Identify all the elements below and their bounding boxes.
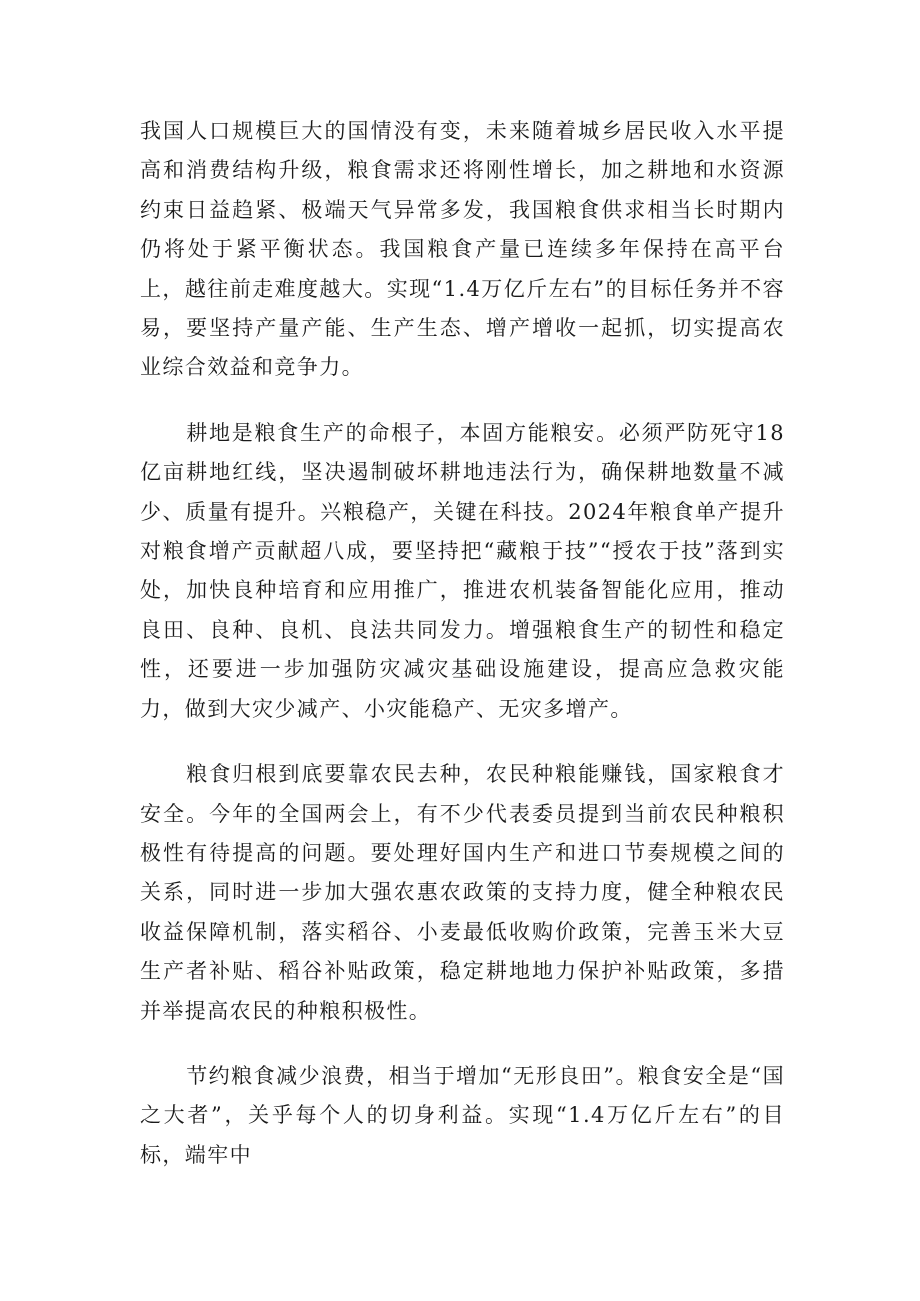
article-body: [140, 112, 785, 1175]
paragraph-farmland-technology: 耕地是粮食生产的命根子，本固方能粮安。必须严防死守18亿亩耕地红线，坚决遏制破坏耕地违法行为，确保耕地数量不减少、质量有提升。兴粮稳产，关键在科技。2024年粮食单产提升对粮食增产贡献超八成，要坚持把“藏粮于技”“授农于技”落到实处，加快良种培育和应用推广，推进农机装备智能化应用，推动良田、良种、良机、良法共同发力。增强粮食生产的韧性和稳定性，还要进一步加强防灾减灾基础设施建设，提高应急救灾能力，做到大灾少减产、小灾能稳产、无灾多增产。: [140, 420, 785, 721]
paragraph-food-saving: 节约粮食减少浪费，相当于增加“无形良田”。粮食安全是“国之大者”，关乎每个人的切身利益。实现“1.4万亿斤左右”的目标，端牢中: [140, 1063, 785, 1167]
paragraph-farmer-incentives: 粮食归根到底要靠农民去种，农民种粮能赚钱，国家粮食才安全。今年的全国两会上，有不少代表委员提到当前农民种粮积极性有待提高的问题。要处理好国内生产和进口节奏规模之间的关系，同时进一步加大强农惠农政策的支持力度，健全种粮农民收益保障机制，落实稻谷、小麦最低收购价政策，完善玉米大豆生产者补贴、稻谷补贴政策，稳定耕地地力保护补贴政策，多措并举提高农民的种粮积极性。: [140, 762, 785, 1023]
paragraph-population-demand: 我国人口规模巨大的国情没有变，未来随着城乡居民收入水平提高和消费结构升级，粮食需求还将刚性增长，加之耕地和水资源约束日益趋紧、极端天气异常多发，我国粮食供求相当长时期内仍将处于紧平衡状态。我国粮食产量已连续多年保持在高平台上，越往前走难度越大。实现“1.4万亿斤左右”的目标任务并不容易，要坚持产量产能、生产生态、增产增收一起抓，切实提高农业综合效益和竞争力。: [140, 119, 785, 380]
